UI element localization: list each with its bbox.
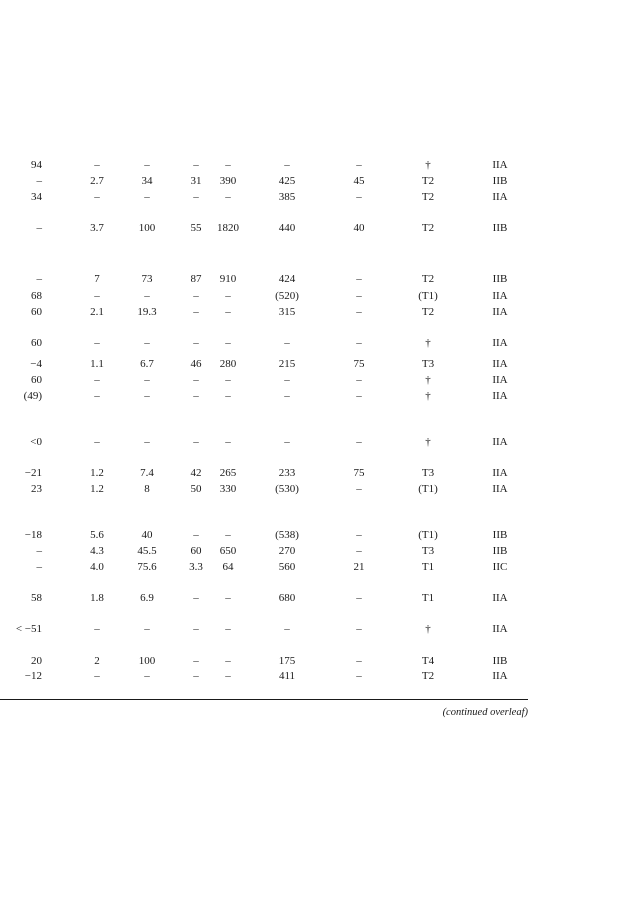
- table-cell: –: [36, 222, 42, 234]
- table-cell: –: [225, 159, 231, 171]
- table-cell: –: [356, 390, 362, 402]
- table-cell: 390: [219, 175, 237, 187]
- table-cell: –: [36, 273, 42, 285]
- table-cell: –: [284, 159, 290, 171]
- table-cell: IIB: [492, 545, 508, 557]
- table-cell: –: [225, 374, 231, 386]
- table-cell: 7: [94, 273, 100, 285]
- table-cell: −18: [24, 529, 42, 541]
- table-row: [0, 289, 642, 303]
- table-cell: T4: [421, 655, 435, 667]
- table-row: [0, 435, 642, 449]
- table-cell: –: [356, 592, 362, 604]
- table-cell: 20: [31, 655, 42, 667]
- table-cell: (T1): [418, 529, 438, 541]
- table-cell: 55: [190, 222, 202, 234]
- table-cell: 19.3: [137, 306, 157, 318]
- table-cell: 31: [190, 175, 202, 187]
- table-cell: 1.2: [90, 483, 104, 495]
- table-cell: 1.2: [90, 467, 104, 479]
- table-cell: 270: [278, 545, 296, 557]
- continued-note: (continued overleaf): [442, 707, 528, 718]
- table-cell: 46: [190, 358, 202, 370]
- table-cell: –: [144, 436, 150, 448]
- table-cell: –: [356, 159, 362, 171]
- table-cell: 6.9: [140, 592, 154, 604]
- table-cell: T2: [421, 222, 435, 234]
- table-cell: IIA: [492, 623, 508, 635]
- table-cell: 21: [353, 561, 365, 573]
- table-cell: 330: [219, 483, 237, 495]
- table-cell: –: [94, 290, 100, 302]
- table-cell: †: [425, 436, 431, 448]
- table-cell: (538): [275, 529, 299, 541]
- table-cell: IIA: [492, 592, 508, 604]
- table-cell: 1820: [217, 222, 239, 234]
- table-row: [0, 158, 642, 172]
- table-cell: IIB: [492, 273, 508, 285]
- table-cell: 424: [278, 273, 296, 285]
- table-cell: –: [36, 561, 42, 573]
- table-cell: –: [193, 374, 199, 386]
- table-cell: –: [193, 592, 199, 604]
- table-row: [0, 622, 642, 636]
- table-cell: 440: [278, 222, 296, 234]
- table-cell: 2.1: [90, 306, 104, 318]
- table-cell: IIB: [492, 529, 508, 541]
- table-cell: †: [425, 623, 431, 635]
- table-cell: 45.5: [137, 545, 157, 557]
- table-row: [0, 482, 642, 496]
- table-cell: –: [94, 390, 100, 402]
- table-cell: –: [356, 290, 362, 302]
- table-cell: 560: [278, 561, 296, 573]
- table-cell: 73: [141, 273, 153, 285]
- table-cell: –: [225, 592, 231, 604]
- table-cell: IIB: [492, 175, 508, 187]
- table-cell: (530): [275, 483, 299, 495]
- table-cell: †: [425, 337, 431, 349]
- table-cell: –: [94, 436, 100, 448]
- table-cell: 4.3: [90, 545, 104, 557]
- table-cell: IIA: [492, 306, 508, 318]
- table-cell: 680: [278, 592, 296, 604]
- table-cell: –: [94, 159, 100, 171]
- table-row: [0, 305, 642, 319]
- table-cell: –: [356, 545, 362, 557]
- table-cell: 42: [190, 467, 202, 479]
- table-cell: –: [144, 159, 150, 171]
- table-cell: IIA: [492, 467, 508, 479]
- table-cell: –: [356, 436, 362, 448]
- table-cell: –: [144, 191, 150, 203]
- table-row: [0, 357, 642, 371]
- table-cell: T3: [421, 358, 435, 370]
- table-cell: –: [284, 337, 290, 349]
- table-cell: 650: [219, 545, 237, 557]
- table-cell: 75.6: [137, 561, 157, 573]
- table-row: [0, 272, 642, 286]
- table-cell: 34: [141, 175, 153, 187]
- table-cell: IIA: [492, 670, 508, 682]
- table-cell: T3: [421, 467, 435, 479]
- table-cell: –: [36, 175, 42, 187]
- table-cell: 315: [278, 306, 296, 318]
- table-cell: (T1): [418, 483, 438, 495]
- table-cell: –: [225, 191, 231, 203]
- table-cell: IIA: [492, 191, 508, 203]
- table-row: [0, 544, 642, 558]
- table-cell: –: [225, 306, 231, 318]
- table-cell: –: [356, 306, 362, 318]
- table-cell: 64: [222, 561, 234, 573]
- table-cell: †: [425, 159, 431, 171]
- table-row: [0, 591, 642, 605]
- table-cell: T1: [421, 592, 435, 604]
- table-cell: (49): [23, 390, 42, 402]
- table-cell: 60: [31, 337, 42, 349]
- table-cell: 6.7: [140, 358, 154, 370]
- table-cell: 68: [31, 290, 42, 302]
- table-cell: IIA: [492, 374, 508, 386]
- table-cell: 425: [278, 175, 296, 187]
- table-cell: T2: [421, 175, 435, 187]
- table-cell: –: [94, 337, 100, 349]
- table-cell: T2: [421, 191, 435, 203]
- table-row: [0, 336, 642, 350]
- table-cell: †: [425, 374, 431, 386]
- table-cell: –: [284, 374, 290, 386]
- table-cell: 94: [31, 159, 42, 171]
- table-cell: −4: [30, 358, 42, 370]
- table-cell: –: [193, 436, 199, 448]
- table-cell: IIA: [492, 436, 508, 448]
- table-cell: –: [356, 191, 362, 203]
- table-row: [0, 560, 642, 574]
- table-cell: –: [225, 290, 231, 302]
- table-cell: –: [94, 374, 100, 386]
- table-cell: –: [193, 623, 199, 635]
- table-cell: –: [225, 337, 231, 349]
- table-row: [0, 373, 642, 387]
- table-cell: –: [36, 545, 42, 557]
- table-cell: IIB: [492, 222, 508, 234]
- table-cell: –: [225, 670, 231, 682]
- table-cell: –: [144, 290, 150, 302]
- table-cell: 34: [31, 191, 42, 203]
- table-cell: –: [356, 529, 362, 541]
- table-cell: T1: [421, 561, 435, 573]
- table-cell: 1.1: [90, 358, 104, 370]
- table-cell: 411: [278, 670, 296, 682]
- table-cell: 100: [138, 655, 156, 667]
- table-row: [0, 389, 642, 403]
- table-cell: –: [356, 670, 362, 682]
- table-cell: 60: [31, 306, 42, 318]
- table-row: [0, 466, 642, 480]
- table-cell: –: [193, 159, 199, 171]
- table-cell: –: [356, 374, 362, 386]
- table-cell: 40: [353, 222, 365, 234]
- table-cell: –: [193, 529, 199, 541]
- table-cell: 2.7: [90, 175, 104, 187]
- table-cell: T2: [421, 273, 435, 285]
- table-cell: –: [94, 670, 100, 682]
- table-cell: –: [144, 390, 150, 402]
- table-cell: 75: [353, 358, 365, 370]
- table-cell: –: [284, 390, 290, 402]
- table-bottom-rule: [0, 699, 528, 700]
- table-cell: 8: [144, 483, 150, 495]
- table-cell: <0: [30, 436, 42, 448]
- table-cell: –: [144, 337, 150, 349]
- table-cell: IIA: [492, 159, 508, 171]
- table-cell: IIA: [492, 483, 508, 495]
- table-cell: IIB: [492, 655, 508, 667]
- table-cell: 1.8: [90, 592, 104, 604]
- table-cell: 7.4: [140, 467, 154, 479]
- table-cell: 4.0: [90, 561, 104, 573]
- table-cell: 2: [94, 655, 100, 667]
- table-cell: –: [225, 655, 231, 667]
- table-cell: –: [94, 191, 100, 203]
- table-cell: –: [193, 191, 199, 203]
- table-cell: –: [225, 390, 231, 402]
- table-cell: 5.6: [90, 529, 104, 541]
- table-cell: 280: [219, 358, 237, 370]
- table-cell: 75: [353, 467, 365, 479]
- table-cell: 23: [31, 483, 42, 495]
- table-cell: †: [425, 390, 431, 402]
- table-cell: 3.3: [189, 561, 203, 573]
- table-cell: –: [356, 623, 362, 635]
- table-cell: (T1): [418, 290, 438, 302]
- table-cell: –: [225, 529, 231, 541]
- table-cell: 60: [31, 374, 42, 386]
- table-cell: (520): [275, 290, 299, 302]
- table-cell: –: [193, 306, 199, 318]
- table-cell: 100: [138, 222, 156, 234]
- table-cell: –: [284, 436, 290, 448]
- table-cell: 58: [31, 592, 42, 604]
- table-cell: –: [284, 623, 290, 635]
- table-cell: −12: [24, 670, 42, 682]
- table-cell: –: [193, 655, 199, 667]
- table-cell: 50: [190, 483, 202, 495]
- table-cell: –: [144, 670, 150, 682]
- table-cell: 40: [141, 529, 153, 541]
- table-cell: –: [144, 623, 150, 635]
- table-cell: 87: [190, 273, 202, 285]
- table-cell: 910: [219, 273, 237, 285]
- table-cell: 265: [219, 467, 237, 479]
- table-row: [0, 190, 642, 204]
- table-cell: 385: [278, 191, 296, 203]
- table-cell: T2: [421, 306, 435, 318]
- table-cell: –: [193, 337, 199, 349]
- table-row: [0, 221, 642, 235]
- table-cell: –: [94, 623, 100, 635]
- table-cell: < −51: [15, 623, 42, 635]
- table-row: [0, 174, 642, 188]
- table-cell: –: [193, 290, 199, 302]
- table-cell: IIA: [492, 390, 508, 402]
- table-row: [0, 528, 642, 542]
- table-cell: –: [225, 623, 231, 635]
- table-cell: T2: [421, 670, 435, 682]
- table-cell: –: [356, 655, 362, 667]
- table-cell: 60: [190, 545, 202, 557]
- table-cell: 45: [353, 175, 365, 187]
- table-cell: −21: [24, 467, 42, 479]
- table-cell: –: [193, 670, 199, 682]
- table-cell: 215: [278, 358, 296, 370]
- table-cell: IIA: [492, 290, 508, 302]
- table-cell: IIA: [492, 337, 508, 349]
- table-row: [0, 669, 642, 683]
- table-cell: –: [356, 273, 362, 285]
- table-cell: –: [356, 337, 362, 349]
- table-cell: 233: [278, 467, 296, 479]
- table-row: [0, 654, 642, 668]
- table-cell: T3: [421, 545, 435, 557]
- table-cell: –: [356, 483, 362, 495]
- table-cell: 3.7: [90, 222, 104, 234]
- table-cell: –: [144, 374, 150, 386]
- table-cell: IIC: [492, 561, 508, 573]
- table-cell: –: [193, 390, 199, 402]
- table-cell: 175: [278, 655, 296, 667]
- table-cell: IIA: [492, 358, 508, 370]
- table-cell: –: [225, 436, 231, 448]
